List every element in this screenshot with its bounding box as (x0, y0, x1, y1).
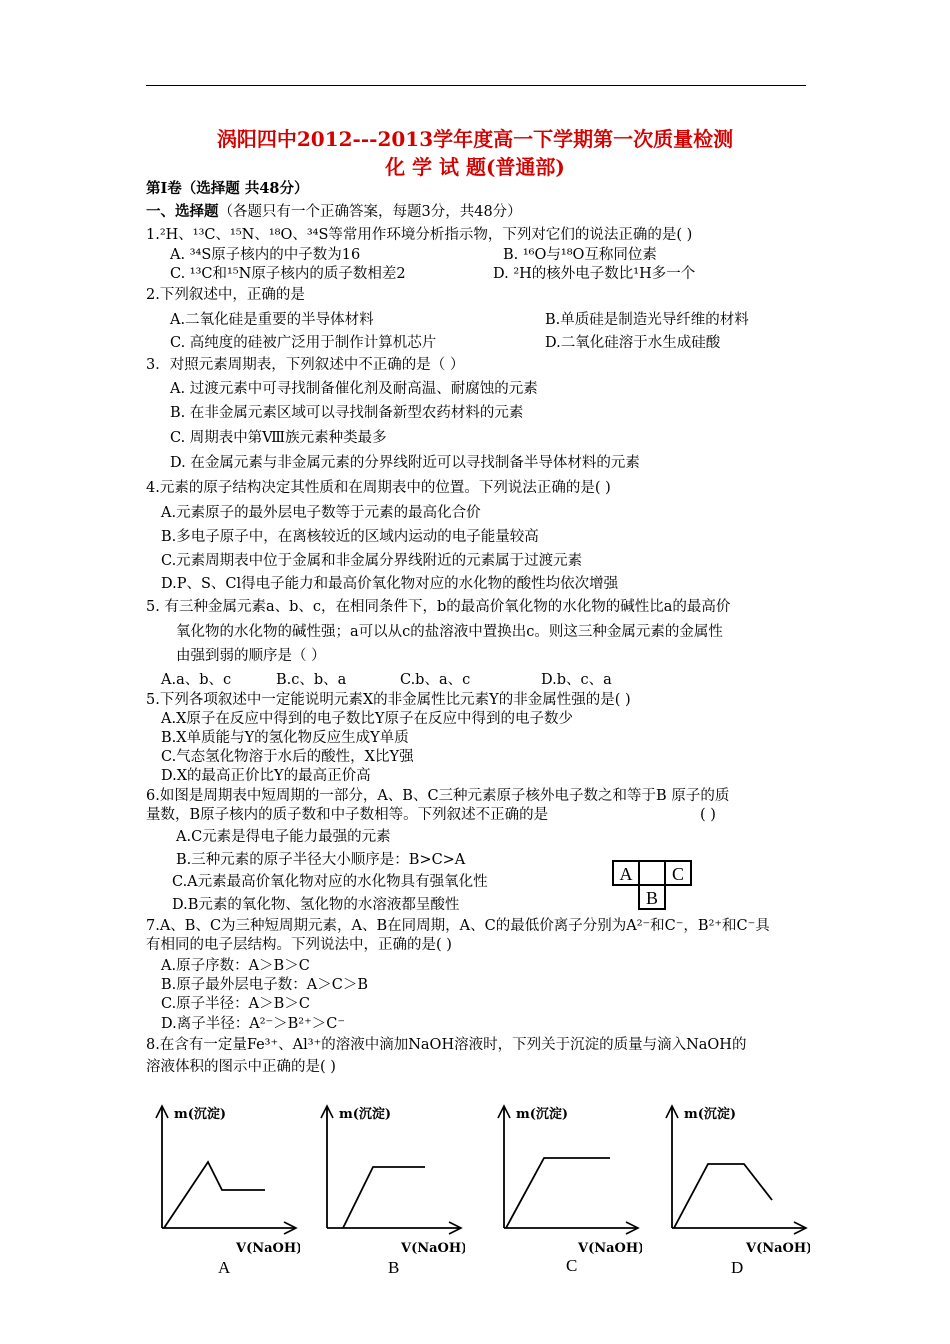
q5b-option-a: A.X原子在反应中得到的电子数比Y原子在反应中得到的电子数少 (161, 711, 573, 727)
q3-option-a: A. 过渡元素中可寻找制备催化剂及耐高温、耐腐蚀的元素 (170, 381, 538, 397)
q4-stem: 4.元素的原子结构决定其性质和在周期表中的位置。下列说法正确的是( ) (146, 480, 611, 496)
q5a-stem-line1: 5. 有三种金属元素a、b、c，在相同条件下，b的最高价氧化物的水化物的碱性比a的最高价 (146, 599, 731, 615)
q5a-option-d: D.b、c、a (541, 672, 612, 688)
q3-option-b: B. 在非金属元素区域可以寻找制备新型农药材料的元素 (170, 405, 524, 421)
q4-option-b: B.多电子原子中，在离核较近的区域内运动的电子能量较高 (161, 529, 539, 545)
q7-option-a: A.原子序数：A＞B＞C (161, 958, 310, 974)
q1-option-a: A. ³⁴S原子核内的中子数为16 (170, 247, 361, 263)
graph-option-d-label: D (731, 1258, 744, 1277)
graph-d (660, 1100, 810, 1260)
q2-option-c: C. 高纯度的硅被广泛用于制作计算机芯片 (170, 335, 437, 351)
q5a-option-b: B.c、b、a (276, 672, 347, 688)
q2-option-b: B.单质硅是制造光导纤维的材料 (545, 312, 749, 328)
periodic-table-fragment (612, 860, 692, 910)
part-heading: 第Ⅰ卷（选择题 共48分） (146, 180, 309, 197)
header-rule (146, 85, 806, 86)
graph-c (492, 1100, 642, 1260)
x-axis-label: V(NaOH) (401, 1241, 465, 1256)
y-axis-label: m(沉淀) (339, 1107, 392, 1122)
q5b-option-c: C.气态氢化物溶于水后的酸性，X比Y强 (161, 749, 414, 765)
q5a-stem-line3: 由强到弱的顺序是（ ） (176, 648, 326, 664)
section-heading: 一、选择题（各题只有一个正确答案，每题3分，共48分） (146, 203, 522, 220)
q3-option-d: D. 在金属元素与非金属元素的分界线附近可以寻找制备半导体材料的元素 (170, 455, 640, 471)
q7-option-b: B.原子最外层电子数：A＞C＞B (161, 977, 368, 993)
q6-option-d: D.B元素的氧化物、氢化物的水溶液都呈酸性 (172, 897, 460, 913)
q4-option-d: D.P、S、Cl得电子能力和最高价氧化物对应的水化物的酸性均依次增强 (161, 576, 619, 592)
q7-stem-line2: 有相同的电子层结构。下列说法中，正确的是( ) (146, 937, 452, 953)
curve (506, 1158, 610, 1228)
q3-stem: 3．对照元素周期表，下列叙述中不正确的是（ ） (146, 357, 465, 373)
graph-b (315, 1100, 465, 1260)
cell-empty-box (639, 861, 665, 885)
q3-option-c: C. 周期表中第Ⅷ族元素种类最多 (170, 430, 387, 446)
graph-a (150, 1100, 300, 1260)
q5b-option-d: D.X的最高正价比Y的最高正价高 (161, 768, 371, 784)
q6-option-a: A.C元素是得电子能力最强的元素 (176, 829, 391, 845)
exam-subtitle: 化 学 试 题(普通部) (385, 155, 565, 179)
q4-option-a: A.元素原子的最外层电子数等于元素的最高化合价 (161, 505, 481, 521)
y-axis-label: m(沉淀) (174, 1107, 227, 1122)
q2-option-d: D.二氧化硅溶于水生成硅酸 (545, 335, 721, 351)
q5b-stem: 5.下列各项叙述中一定能说明元素X的非金属性比元素Y的非金属性强的是( ) (146, 692, 631, 708)
q2-stem: 2.下列叙述中，正确的是 (146, 287, 305, 303)
graph-option-c-label: C (566, 1256, 578, 1275)
q5b-option-b: B.X单质能与Y的氢化物反应生成Y单质 (161, 730, 409, 746)
q8-stem-line1: 8.在含有一定量Fe³⁺、Al³⁺的溶液中滴加NaOH溶液时，下列关于沉淀的质量与滴入NaOH的 (146, 1037, 747, 1053)
graph-option-b-label: B (388, 1258, 400, 1277)
cell-b-label: B (645, 888, 659, 908)
cell-c-label: C (671, 864, 685, 884)
x-axis-label: V(NaOH) (746, 1241, 810, 1256)
q2-option-a: A.二氧化硅是重要的半导体材料 (170, 312, 374, 328)
q5a-stem-line2: 氧化物的水化物的碱性强；a可以从c的盐溶液中置换出c。则这三种金属元素的金属性 (176, 624, 723, 640)
q1-option-b: B. ¹⁶O与¹⁸O互称同位素 (503, 247, 657, 263)
q6-option-c: C.A元素最高价氧化物对应的水化物具有强氧化性 (172, 874, 488, 890)
x-axis-label: V(NaOH) (578, 1241, 642, 1256)
cell-a-label: A (619, 864, 633, 884)
q8-stem-line2: 溶液体积的图示中正确的是( ) (146, 1059, 336, 1075)
q1-stem: 1.²H、¹³C、¹⁵N、¹⁸O、³⁴S等常用作环境分析指示物，下列对它们的说法正确的是( ) (146, 227, 693, 243)
q5a-option-c: C.b、a、c (400, 672, 471, 688)
x-axis-label: V(NaOH) (236, 1241, 300, 1256)
q1-option-c: C. ¹³C和¹⁵N原子核内的质子数相差2 (170, 266, 406, 282)
graph-option-a-label: A (218, 1258, 231, 1277)
curve (674, 1164, 772, 1228)
q7-option-d: D.离子半径：A²⁻＞B²⁺＞C⁻ (161, 1016, 346, 1032)
q6-option-b: B.三种元素的原子半径大小顺序是：B>C>A (176, 852, 466, 868)
curve (164, 1162, 265, 1228)
curve (343, 1167, 425, 1228)
q1-option-d: D. ²H的核外电子数比¹H多一个 (493, 266, 696, 282)
q6-answer-blank: ( ) (700, 807, 716, 823)
exam-title: 涡阳四中2012---2013学年度高一下学期第一次质量检测 (216, 127, 734, 151)
q6-stem-line2: 量数，B原子核内的质子数和中子数相等。下列叙述不正确的是 (146, 807, 549, 823)
y-axis-label: m(沉淀) (684, 1107, 737, 1122)
q7-stem-line1: 7.A、B、C为三种短周期元素，A、B在同周期，A、C的最低价离子分别为A²⁻和C⁻，B²⁺和C⁻具 (146, 918, 770, 934)
q4-option-c: C.元素周期表中位于金属和非金属分界线附近的元素属于过渡元素 (161, 553, 583, 569)
y-axis-label: m(沉淀) (516, 1107, 569, 1122)
q7-option-c: C.原子半径：A＞B＞C (161, 996, 310, 1012)
q6-stem-line1: 6.如图是周期表中短周期的一部分，A、B、C三种元素原子核外电子数之和等于B 原子的质 (146, 788, 730, 804)
q5a-option-a: A.a、b、c (161, 672, 232, 688)
